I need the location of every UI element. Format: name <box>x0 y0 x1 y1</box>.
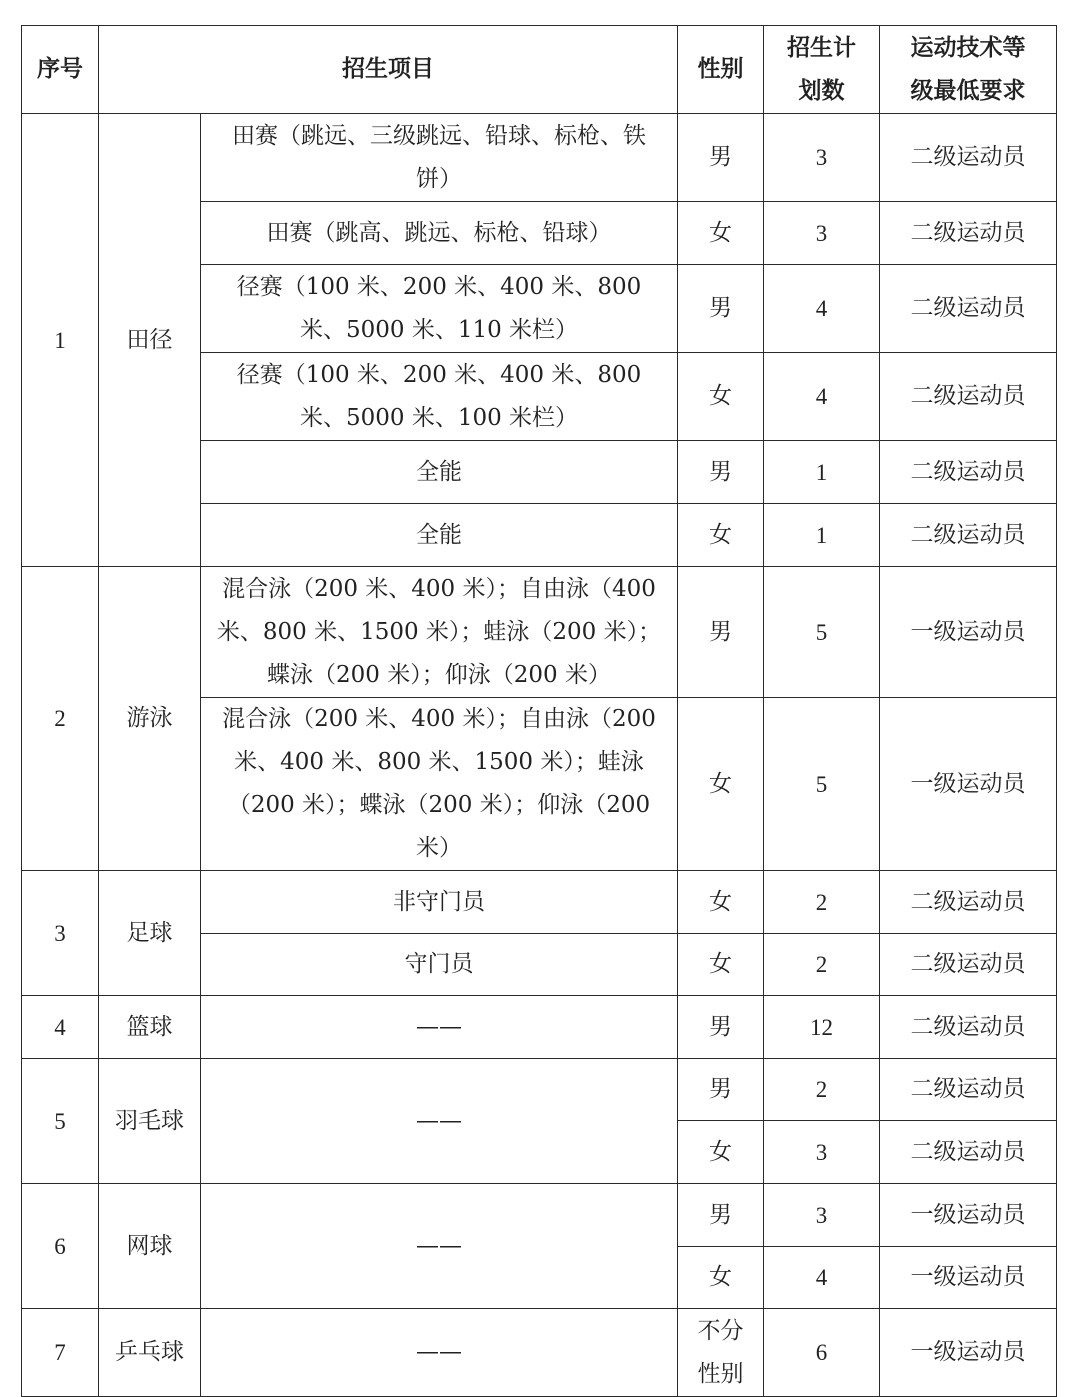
quota-cell: 12 <box>764 996 880 1059</box>
quota-cell: 3 <box>764 1121 880 1184</box>
project-cell: 全能 <box>201 504 678 567</box>
seq-cell: 3 <box>22 871 99 996</box>
gender-cell: 男 <box>678 1184 764 1247</box>
project-cell: 混合泳（200 米、400 米）；自由泳（200 米、400 米、800 米、1500 米）；蛙泳（200 米）；蝶泳（200 米）；仰泳（200 米） <box>201 698 678 871</box>
sport-cell: 田径 <box>99 114 201 567</box>
gender-cell: 男 <box>678 567 764 698</box>
level-cell: 二级运动员 <box>880 202 1057 265</box>
table-row <box>22 1059 1057 1121</box>
sport-cell: 游泳 <box>99 567 201 871</box>
gender-cell: 不分性别 <box>678 1309 764 1397</box>
level-cell: 二级运动员 <box>880 504 1057 567</box>
seq-cell: 1 <box>22 114 99 567</box>
header-gender: 性别 <box>678 26 764 114</box>
sport-cell: 网球 <box>99 1184 201 1309</box>
level-cell: 二级运动员 <box>880 996 1057 1059</box>
project-cell: —— <box>201 1309 678 1397</box>
quota-cell: 5 <box>764 567 880 698</box>
quota-cell: 4 <box>764 353 880 441</box>
gender-cell: 女 <box>678 698 764 871</box>
project-cell: 田赛（跳高、跳远、标枪、铅球） <box>201 202 678 265</box>
gender-cell: 男 <box>678 265 764 353</box>
header-project: 招生项目 <box>99 26 678 114</box>
gender-cell: 女 <box>678 202 764 265</box>
level-cell: 一级运动员 <box>880 698 1057 871</box>
level-cell: 二级运动员 <box>880 114 1057 202</box>
level-cell: 二级运动员 <box>880 1059 1057 1121</box>
level-cell: 二级运动员 <box>880 871 1057 934</box>
project-cell: 径赛（100 米、200 米、400 米、800 米、5000 米、100 米栏） <box>201 353 678 441</box>
quota-cell: 3 <box>764 1184 880 1247</box>
quota-cell: 4 <box>764 265 880 353</box>
quota-cell: 3 <box>764 202 880 265</box>
header-seq: 序号 <box>22 26 99 114</box>
project-cell: —— <box>201 1184 678 1309</box>
gender-cell: 女 <box>678 504 764 567</box>
table-row <box>22 996 1057 1059</box>
sport-cell: 羽毛球 <box>99 1059 201 1184</box>
level-cell: 二级运动员 <box>880 441 1057 504</box>
gender-cell: 男 <box>678 1059 764 1121</box>
seq-cell: 5 <box>22 1059 99 1184</box>
sport-cell: 乒乓球 <box>99 1309 201 1397</box>
seq-cell: 7 <box>22 1309 99 1397</box>
table-row <box>22 871 1057 934</box>
gender-cell: 女 <box>678 1247 764 1309</box>
project-cell: 守门员 <box>201 934 678 996</box>
gender-cell: 女 <box>678 934 764 996</box>
quota-cell: 6 <box>764 1309 880 1397</box>
level-cell: 二级运动员 <box>880 265 1057 353</box>
project-cell: —— <box>201 1059 678 1184</box>
quota-cell: 2 <box>764 1059 880 1121</box>
gender-cell: 女 <box>678 353 764 441</box>
recruitment-table <box>21 25 1057 1397</box>
level-cell: 二级运动员 <box>880 353 1057 441</box>
sport-cell: 足球 <box>99 871 201 996</box>
header-level: 运动技术等级最低要求 <box>880 26 1057 114</box>
project-cell: 径赛（100 米、200 米、400 米、800 米、5000 米、110 米栏） <box>201 265 678 353</box>
quota-cell: 2 <box>764 871 880 934</box>
gender-cell: 男 <box>678 441 764 504</box>
table-row <box>22 1309 1057 1397</box>
level-cell: 一级运动员 <box>880 1184 1057 1247</box>
gender-cell: 女 <box>678 871 764 934</box>
project-cell: 混合泳（200 米、400 米）；自由泳（400 米、800 米、1500 米）；蛙泳（200 米）；蝶泳（200 米）；仰泳（200 米） <box>201 567 678 698</box>
gender-cell: 男 <box>678 996 764 1059</box>
header-row <box>22 26 1057 114</box>
level-cell: 一级运动员 <box>880 1309 1057 1397</box>
table-row <box>22 1184 1057 1247</box>
quota-cell: 1 <box>764 504 880 567</box>
level-cell: 一级运动员 <box>880 1247 1057 1309</box>
level-cell: 二级运动员 <box>880 934 1057 996</box>
quota-cell: 1 <box>764 441 880 504</box>
level-cell: 二级运动员 <box>880 1121 1057 1184</box>
quota-cell: 3 <box>764 114 880 202</box>
project-cell: 全能 <box>201 441 678 504</box>
seq-cell: 4 <box>22 996 99 1059</box>
quota-cell: 4 <box>764 1247 880 1309</box>
quota-cell: 5 <box>764 698 880 871</box>
project-cell: 非守门员 <box>201 871 678 934</box>
quota-cell: 2 <box>764 934 880 996</box>
seq-cell: 6 <box>22 1184 99 1309</box>
header-quota: 招生计划数 <box>764 26 880 114</box>
seq-cell: 2 <box>22 567 99 871</box>
project-cell: —— <box>201 996 678 1059</box>
level-cell: 一级运动员 <box>880 567 1057 698</box>
sport-cell: 篮球 <box>99 996 201 1059</box>
gender-cell: 女 <box>678 1121 764 1184</box>
table-row <box>22 567 1057 698</box>
project-cell: 田赛（跳远、三级跳远、铅球、标枪、铁饼） <box>201 114 678 202</box>
gender-cell: 男 <box>678 114 764 202</box>
table-row <box>22 114 1057 202</box>
